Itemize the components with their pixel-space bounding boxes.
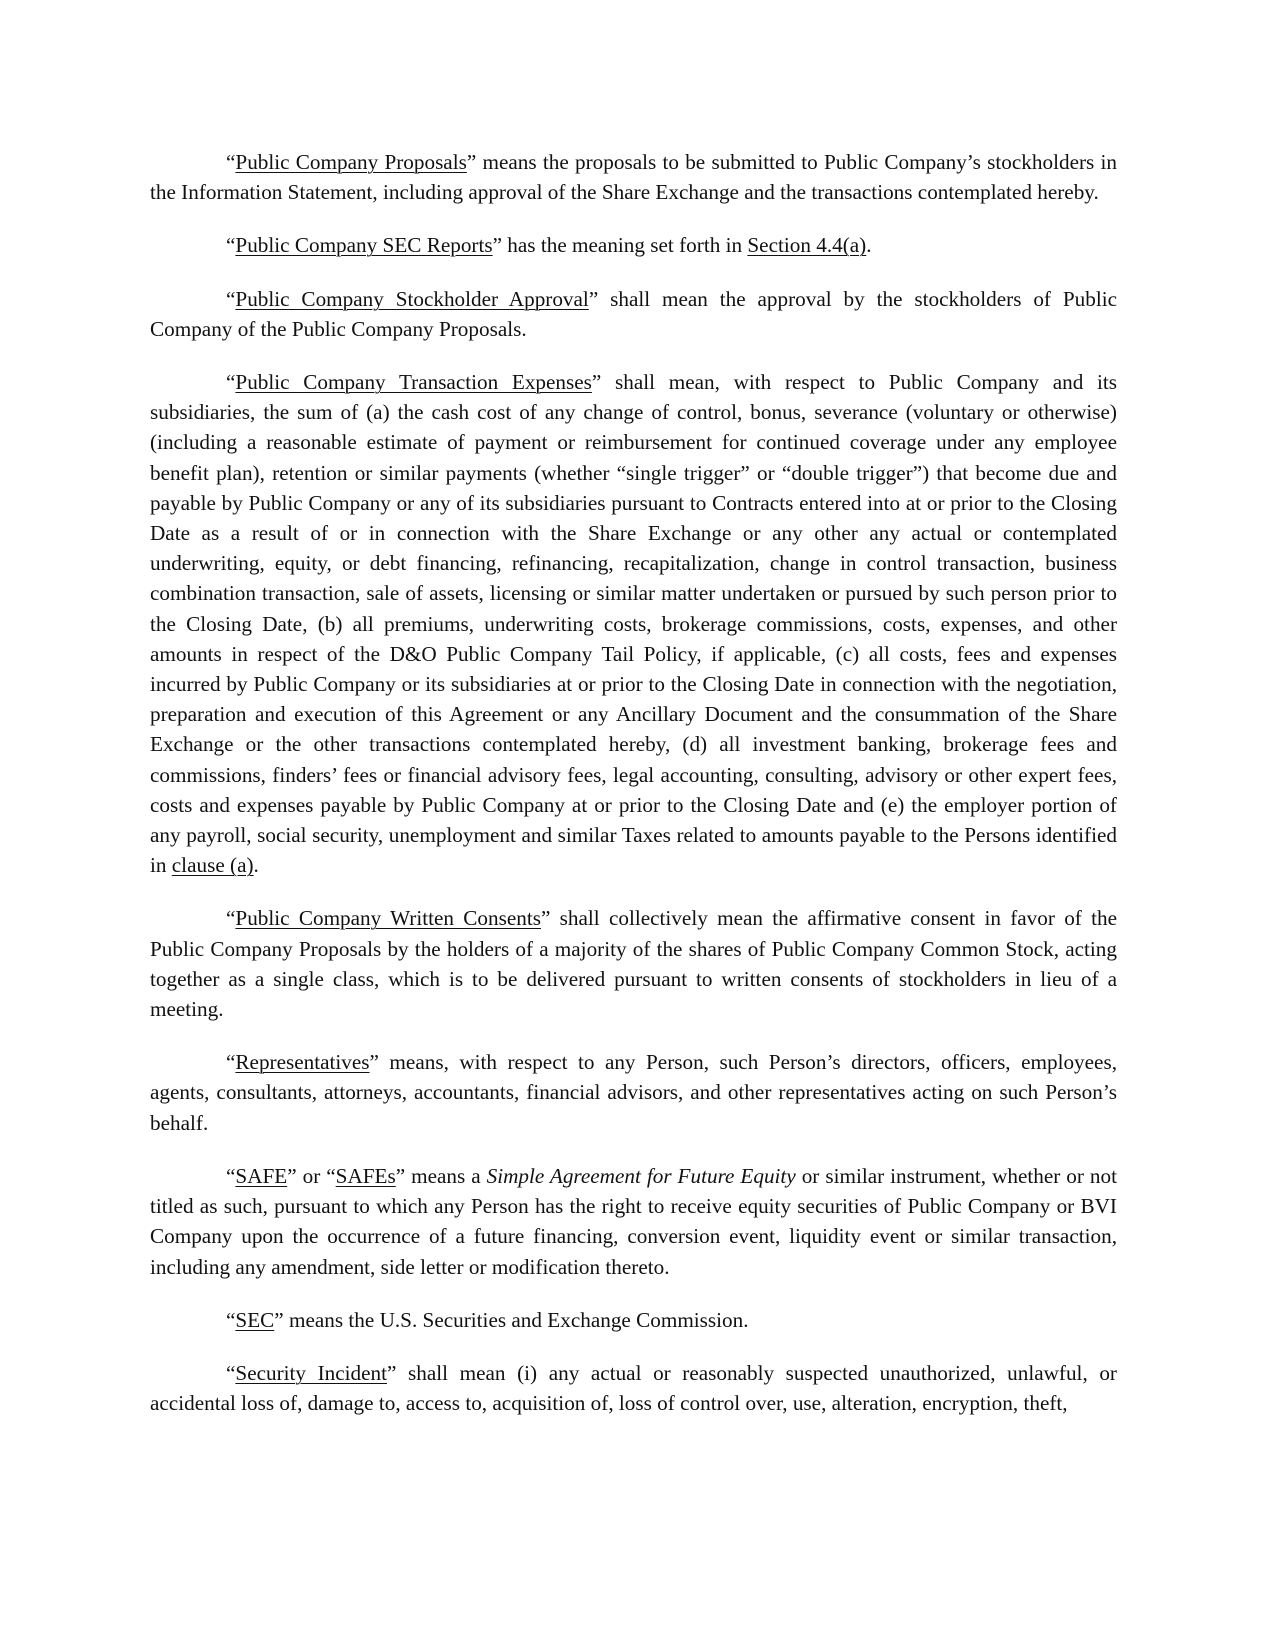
definition-public-company-proposals: “Public Company Proposals” means the proposals to be submitted to Public Company’s stockholders in the Information Statement, including approval of the Share Exchange and the transactions contemplated hereby. (150, 150, 1117, 205)
definition-text: ” means, with respect to any Person, such Person’s directors, officers, employees, agents, consultants, attorneys, accountants, financial advisors, and other representatives acting on such Person’s behalf. (150, 1050, 1117, 1135)
definition-safe: “SAFE” or “SAFEs” means a Simple Agreement for Future Equity or similar instrument, whether or not titled as such, pursuant to which any Person has the right to receive equity securities of Public Company or BVI Company upon the occurrence of a future financing, conversion event, liquidity event or similar transaction, including any amendment, side letter or modification thereto. (150, 1163, 1118, 1279)
defined-term: SEC (235, 1307, 275, 1332)
document-page (150, 147, 1117, 1418)
definition-public-company-stockholder-approval: “Public Company Stockholder Approval” shall mean the approval by the stockholders of Public Company of the Public Company Proposals. (150, 286, 1118, 341)
defined-term: Public Company Written Consents (235, 906, 541, 931)
definition-public-company-written-consents: “Public Company Written Consents” shall collectively mean the affirmative consent in favor of the Public Company Proposals by the holders of a majority of the shares of Public Company Common Stock, acting together as a single class, which is to be delivered pursuant to written consents of stockholders in lieu of a meeting. (150, 906, 1118, 1022)
definition-text: ” means the U.S. Securities and Exchange Commission. (274, 1307, 749, 1332)
defined-term: Public Company Transaction Expenses (235, 370, 592, 395)
definition-text-end: . (866, 233, 872, 258)
definition-text: ” shall mean (i) any actual or reasonably suspected unauthorized, unlawful, or accidental loss of, damage to, access to, acquisition of, loss of control over, use, alteration, encryption, theft, (150, 1360, 1117, 1416)
definition-text-end: or similar instrument, whether or not titled as such, pursuant to which any Person has the right to receive equity securities of Public Company or BVI Company upon the occurrence of a future financing, conversion event, liquidity event or similar transaction, including any amendment, side letter or modification thereto. (150, 1163, 1118, 1279)
defined-term: Public Company Proposals (235, 150, 467, 174)
defined-term: SAFE (235, 1163, 288, 1188)
defined-term-alt: SAFEs (335, 1163, 396, 1188)
definition-text: ” means a (395, 1163, 487, 1188)
definition-text-end: . (253, 853, 259, 878)
definition-public-company-sec-reports: “Public Company SEC Reports” has the meaning set forth in Section 4.4(a). (226, 233, 872, 258)
defined-term: Public Company SEC Reports (235, 233, 493, 258)
definition-text: ” shall collectively mean the affirmative consent in favor of the Public Company Proposals by the holders of a majority of the shares of Public Company Common Stock, acting together as a single class, which is to be delivered pursuant to written consents of stockholders in lieu of a meeting. (150, 906, 1118, 1022)
defined-term: Representatives (235, 1050, 370, 1075)
definition-text: ” shall mean the approval by the stockholders of Public Company of the Public Company Proposals. (150, 286, 1118, 341)
clause-reference: clause (a) (171, 853, 254, 878)
definition-public-company-transaction-expenses: “Public Company Transaction Expenses” shall mean, with respect to Public Company and its subsidiaries, the sum of (a) the cash cost of any change of control, bonus, severance (voluntary or otherwise) (including a reasonable estimate of payment or reimbursement for continued coverage under any employee benefit plan), retention or similar payments (whether “single trigger” or “double trigger”) that become due and payable by Public Company or any of its subsidiaries pursuant to Contracts entered into at or prior to the Closing Date as a result of or in connection with the Share Exchange or any other any actual or contemplated underwriting, equity, or debt financing, refinancing, recapitalization, change in control transaction, business combination transaction, sale of assets, licensing or similar matter undertaken or pursued by such person prior to the Closing Date, (b) all premiums, underwriting costs, brokerage commissions, costs, expenses, and other amounts in respect of the D&O Public Company Tail Policy, if applicable, (c) all costs, fees and expenses incurred by Public Company or its subsidiaries at or prior to the Closing Date in connection with the negotiation, preparation and execution of this Agreement or any Ancillary Document and the consummation of the Share Exchange or the other transactions contemplated hereby, (d) all investment banking, brokerage fees and commissions, finders’ fees or financial advisory fees, legal accounting, consulting, advisory or other expert fees, costs and expenses payable by Public Company at or prior to the Closing Date and (e) the employer portion of any payroll, social security, unemployment and similar Taxes related to amounts payable to the Persons identified in clause (a). (150, 370, 1117, 878)
term-connector: ” or “ (287, 1163, 336, 1188)
defined-term: Public Company Stockholder Approval (235, 286, 589, 311)
definition-security-incident: “Security Incident” shall mean (i) any actual or reasonably suspected unauthorized, unlawful, or accidental loss of, damage to, access to, acquisition of, loss of control over, use, alteration, encryption, theft, (150, 1360, 1117, 1416)
definition-representatives: “Representatives” means, with respect to any Person, such Person’s directors, officers, employees, agents, consultants, attorneys, accountants, financial advisors, and other representatives acting on such Person’s behalf. (150, 1050, 1117, 1135)
definition-text: ” shall mean, with respect to Public Company and its subsidiaries, the sum of (a) the cash cost of any change of control, bonus, severance (voluntary or otherwise) (including a reasonable estimate of payment or reimbursement for continued coverage under any employee benefit plan), retention or similar payments (whether “single trigger” or “double trigger”) that become due and payable by Public Company or any of its subsidiaries pursuant to Contracts entered into at or prior to the Closing Date as a result of or in connection with the Share Exchange or any other any actual or contemplated underwriting, equity, or debt financing, refinancing, recapitalization, change in control transaction, business combination transaction, sale of assets, licensing or similar matter undertaken or pursued by such person prior to the Closing Date, (b) all premiums, underwriting costs, brokerage commissions, costs, expenses, and other amounts in respect of the D&O Public Company Tail Policy, if applicable, (c) all costs, fees and expenses incurred by Public Company or its subsidiaries at or prior to the Closing Date in connection with the negotiation, preparation and execution of this Agreement or any Ancillary Document and the consummation of the Share Exchange or the other transactions contemplated hereby, (d) all investment banking, brokerage fees and commissions, finders’ fees or financial advisory fees, legal accounting, consulting, advisory or other expert fees, costs and expenses payable by Public Company at or prior to the Closing Date and (e) the employer portion of any payroll, social security, unemployment and similar Taxes related to amounts payable to the Persons identified in (150, 370, 1117, 878)
defined-term: Security Incident (235, 1360, 388, 1385)
italic-term: Simple Agreement for Future Equity (486, 1163, 796, 1188)
definition-sec: “SEC” means the U.S. Securities and Exchange Commission. (226, 1307, 749, 1332)
definition-text: ” means the proposals to be submitted to Public Company’s stockholders in the Information Statement, including approval of the Share Exchange and the transactions contemplated hereby. (150, 150, 1117, 205)
section-reference: Section 4.4(a) (747, 233, 867, 258)
definition-text: ” has the meaning set forth in (492, 233, 748, 258)
